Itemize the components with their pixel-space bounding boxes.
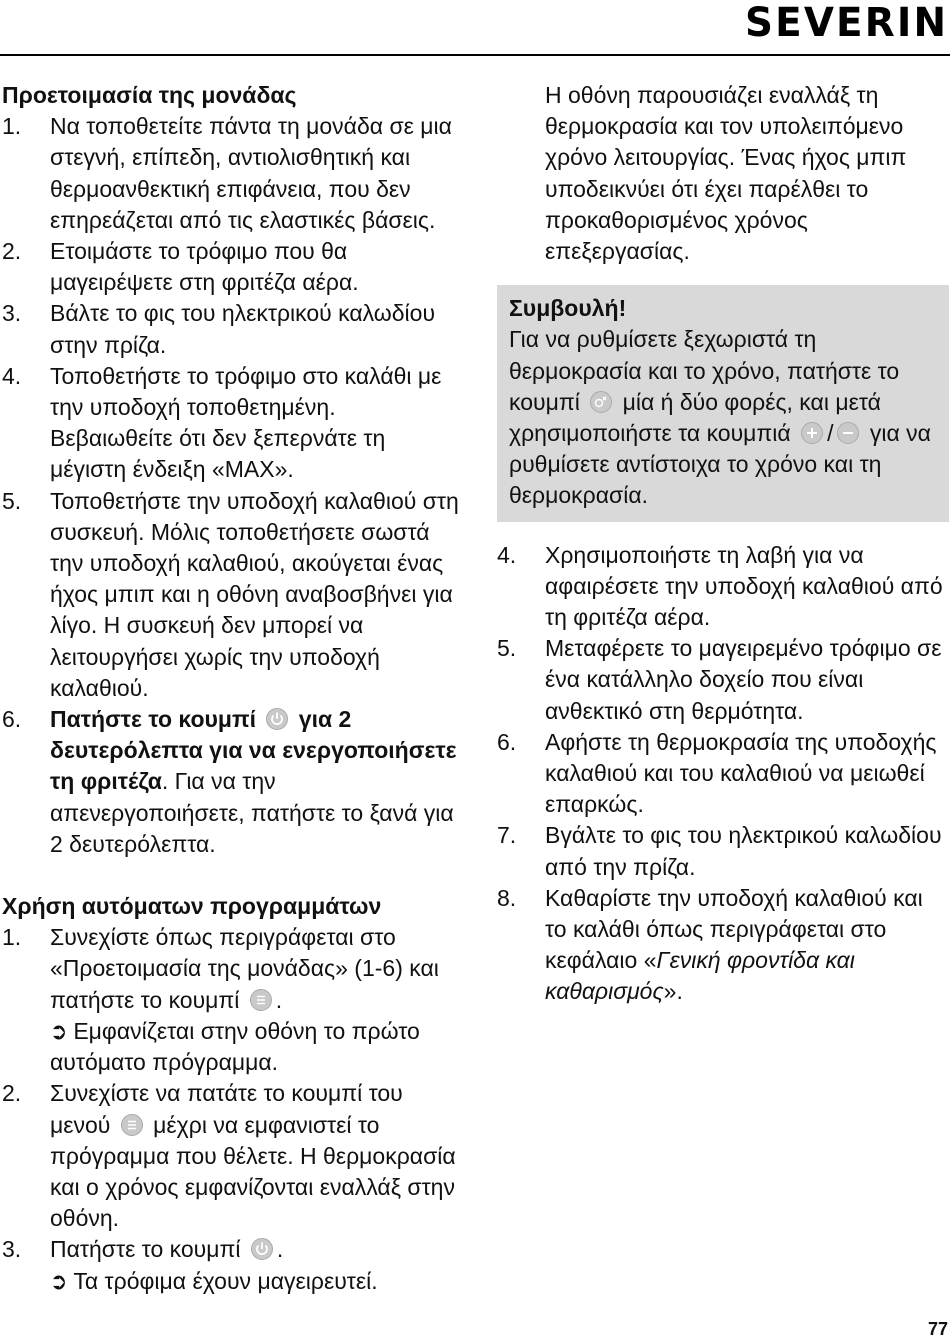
auto-program-steps [2,922,462,1016]
list-item: 1. Να τοποθετείτε πάντα τη μονάδα σε μια στεγνή, επίπεδη, αντιολισθητική και θερμοανθεκτική επιφάνεια, που δεν επηρεάζεται από τις ελαστικές βάσεις. [2,113,452,233]
header-rule [0,54,950,56]
list-item: 3. Βάλτε το φις του ηλεκτρικού καλωδίου στην πρίζα. [2,300,436,358]
power-icon [251,1238,273,1260]
brand-logo: SEVERIN [744,0,948,46]
list-item: 6. Πατήστε το κουμπί για 2 δευτερόλεπτα για να ενεργοποιήσετε τη φριτέζα. Για να την απενεργοποιήσετε, πατήστε το ξανά για 2 δευτερόλεπτα. [2,706,457,857]
section-heading-preparation: Προετοιμασία της μονάδας [2,82,297,108]
list-item: 2. Ετοιμάστε το τρόφιμο που θα μαγειρέψετε στη φριτέζα αέρα. [2,238,359,296]
tip-title: Συμβουλή! [509,295,627,322]
tip-box [497,285,949,521]
temp-time-icon [590,391,612,413]
list-item: 5. Τοποθετήστε την υποδοχή καλαθιού στη συσκευή. Μόλις τοποθετήσετε σωστά την υποδοχή καλαθιού, ακούγεται ένας ήχος μπιπ και η οθόνη αναβοσβήνει για λίγο. Η συσκευή δεν μπορεί να λειτουργήσει χωρίς την υποδοχή καλαθιού. [2,487,459,701]
menu-icon [121,1114,143,1136]
tip-text: Για να ρυθμίσετε ξεχωριστά τη θερμοκρασία και το χρόνο, πατήστε το κουμπί μία ή δύο φορές, και μετά χρησιμοποιήστε τα κουμπιά / για να ρυθμίσετε αντίστοιχα το χρόνο και τη θερμοκρασία. [509,326,931,509]
section-heading-auto-programs: Χρήση αυτόματων προγραμμάτων [2,893,382,920]
preparation-steps [2,111,462,860]
list-item: 4. Τοποθετήστε το τρόφιμο στο καλάθι με την υποδοχή τοποθετημένη. Βεβαιωθείτε ότι δεν ξεπερνάτε τη μέγιστη ένδειξη «MAX». [2,362,442,483]
list-item: 4. Χρησιμοποιήστε τη λαβή για να αφαιρέσετε την υποδοχή καλαθιού από τη φριτέζα αέρα. [497,541,943,631]
result-arrow-icon: ➲ [50,1017,68,1044]
power-icon [266,708,288,730]
result-line: ➲ Εμφανίζεται στην οθόνη το πρώτο αυτόματο πρόγραμμα. [50,1017,420,1076]
intro-paragraph: Η οθόνη παρουσιάζει εναλλάξ τη θερμοκρασία και τον υπολειπόμενο χρόνο λειτουργίας. Ένας ήχος μπιπ υποδεικνύει ότι έχει παρέλθει το προκαθορισμένος χρόνος επεξεργασίας. [545,82,907,265]
list-item: 6. Αφήστε τη θερμοκρασία της υποδοχής καλαθιού και του καλαθιού να μειωθεί επαρκώς. [497,728,937,818]
plus-icon [801,422,823,444]
list-item: 5. Μεταφέρετε το μαγειρεμένο τρόφιμο σε ένα κατάλληλο δοχείο που είναι ανθεκτικό στη θερμότητα. [497,635,942,724]
result-line: ➲ Τα τρόφιμα έχουν μαγειρευτεί. [50,1267,378,1294]
result-arrow-icon: ➲ [50,1267,68,1294]
list-item: 2. Συνεχίστε να πατάτε το κουμπί του μενού μέχρι να εμφανιστεί το πρόγραμμα που θέλετε. Η θερμοκρασία και ο χρόνος εμφανίζονται εναλλάξ στην οθόνη. [2,1080,456,1232]
menu-icon [250,989,272,1011]
left-column [2,80,462,1297]
page-number: 77 [927,1319,948,1339]
final-steps [497,540,949,1008]
list-item: 7. Βγάλτε το φις του ηλεκτρικού καλωδίου από την πρίζα. [497,822,942,880]
right-column [497,80,949,1008]
list-item: 1. Συνεχίστε όπως περιγράφεται στο «Προετοιμασία της μονάδας» (1-6) και πατήστε το κουμπί . [2,924,439,1013]
minus-icon [837,422,859,444]
list-item: 8. Καθαρίστε την υποδοχή καλαθιού και το καλάθι όπως περιγράφεται στο κεφάλαιο «Γενική φροντίδα και καθαρισμός». [497,884,923,1005]
list-item: 3. Πατήστε το κουμπί . [2,1236,284,1263]
